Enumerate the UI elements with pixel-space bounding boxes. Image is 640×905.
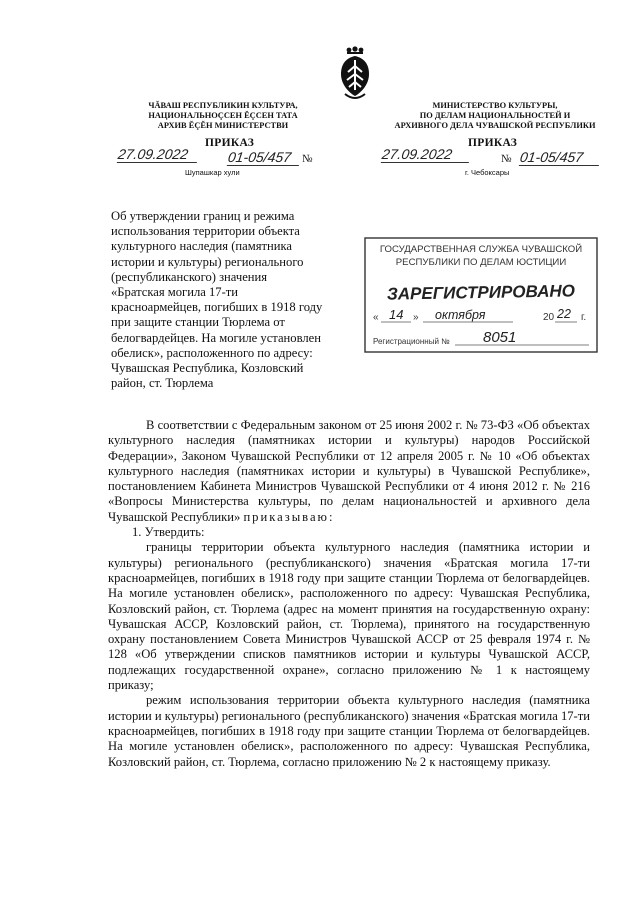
stamp-line1: ГОСУДАРСТВЕННАЯ СЛУЖБА ЧУВАШСКОЙ: [379, 244, 583, 255]
handwritten-date-left: 27.09.2022: [117, 146, 199, 163]
stamp-title: ЗАРЕГИСТРИРОВАНО: [386, 281, 576, 304]
coat-of-arms-icon: [336, 46, 374, 102]
doc-type-left: ПРИКАЗ: [205, 137, 255, 149]
svg-text:»: »: [413, 312, 419, 323]
order-word: приказываю:: [243, 509, 335, 524]
subject-line: район, ст. Тюрлема: [111, 376, 214, 391]
header-left-line: НАЦИОНАЛЬНОÇСЕН ĔÇСЕН ТАТА: [148, 111, 298, 120]
subject-line: обелиск», расположенного по адресу:: [111, 345, 313, 360]
number-sign-left: №: [302, 153, 313, 165]
body-paragraph-regime: режим использования территории объекта культурного наследия (памятника истории и культуры) регионального (республиканского) значения «Братская могила 17-ти красноармейцев, погибших в 1918 году при защите станции Тюрлема от белогвардейцев. На могиле установлен обелиск», расположенного по адресу: Чувашская Республика, Козловский район, ст. Тюрлема, согласно приложению № 2 к настоящему приказу.: [108, 693, 590, 769]
header-right-org: [390, 101, 600, 131]
header-left-line: АРХИВ ĔÇĔН МИНИСТЕРСТВИ: [157, 121, 289, 130]
subject-line: белогвардейцев. На могиле установлен: [111, 330, 321, 345]
body-intro-paragraph: [108, 418, 590, 525]
stamp-day: 14: [389, 307, 404, 322]
order-body: [108, 418, 590, 770]
body-intro-text: В соответствии с Федеральным законом от 25 июня 2002 г. № 73-ФЗ «Об объектах культурного наследия (памятниках истории и культуры) народов Российской Федерации», Законом Чувашской Республики от 12 апреля 2005 г. № 10 «Об объектах культурного наследия (памятниках истории и культуры) в Чувашской Республике», постановлением Кабинета Министров Чувашской Республики от 4 июня 2012 г. № 216 «Вопросы Министерства культуры, по делам национальностей и архивного дела Чувашской Республики»: [108, 418, 590, 524]
number-sign-right: №: [501, 153, 512, 165]
subject-line: Чувашская Республика, Козловский: [111, 361, 304, 376]
point-1: 1. Утвердить:: [132, 525, 205, 540]
stamp-month: октября: [435, 308, 486, 322]
subject-line: «Братская могила 17-ти: [111, 285, 239, 300]
stamp-reg-label: Регистрационный №: [373, 337, 450, 346]
subject-line: (республиканского) значения: [111, 269, 268, 284]
stamp-year-prefix: 20: [543, 312, 555, 323]
header-left-line: ЧĂВАШ РЕСПУБЛИКИН КУЛЬТУРА,: [148, 101, 298, 110]
handwritten-date-right: 27.09.2022: [381, 146, 471, 163]
header-right-line: АРХИВНОГО ДЕЛА ЧУВАШСКОЙ РЕСПУБЛИКИ: [394, 121, 596, 130]
stamp-line2: РЕСПУБЛИКИ ПО ДЕЛАМ ЮСТИЦИИ: [395, 257, 567, 268]
place-right: г. Чебоксары: [465, 168, 510, 177]
header-left-org: [128, 101, 318, 131]
handwritten-number-left: 01-05/457: [227, 149, 301, 166]
header-right-line: МИНИСТЕРСТВО КУЛЬТУРЫ,: [432, 101, 558, 110]
place-left: Шупашкар хули: [185, 168, 240, 177]
subject-line: при защите станции Тюрлема от: [111, 315, 285, 330]
subject-line: Об утверждении границ и режима: [111, 209, 295, 223]
registration-stamp: [363, 236, 599, 354]
stamp-year-suffix: 22: [557, 307, 571, 321]
handwritten-number-right: 01-05/457: [519, 149, 601, 166]
stamp-reg-number: 8051: [483, 329, 517, 346]
subject-line: красноармейцев, погибших в 1918 году: [111, 300, 323, 315]
header-right-line: ПО ДЕЛАМ НАЦИОНАЛЬНОСТЕЙ И: [419, 111, 571, 120]
svg-text:«: «: [373, 312, 379, 323]
stamp-year-unit: г.: [581, 312, 587, 323]
order-subject: [111, 209, 339, 391]
subject-line: использования территории объекта: [111, 224, 300, 239]
doc-type-right: ПРИКАЗ: [468, 137, 518, 149]
subject-line: культурного наследия (памятника: [111, 239, 292, 254]
subject-line: истории и культуры) регионального: [111, 254, 304, 269]
body-paragraph-borders: границы территории объекта культурного наследия (памятника истории и культуры) регионального (республиканского) значения «Братская могила 17-ти красноармейцев, погибших в 1918 году при защите станции Тюрлема от белогвардейцев. На могиле установлен обелиск», расположенного по адресу: Чувашская Республика, Козловский район, ст. Тюрлема (адрес на момент принятия на государственную охрану: Чувашская АССР, Козловский район, ст. Тюрлема), принятого на государственную охрану постановлением Совета Министров Чувашской АССР от 25 февраля 1974 г. № 128 «Об утверждении списков памятников истории и культуры Чувашской АССР, подлежащих государственной охране», согласно приложению № 1 к настоящему приказу;: [108, 540, 590, 693]
